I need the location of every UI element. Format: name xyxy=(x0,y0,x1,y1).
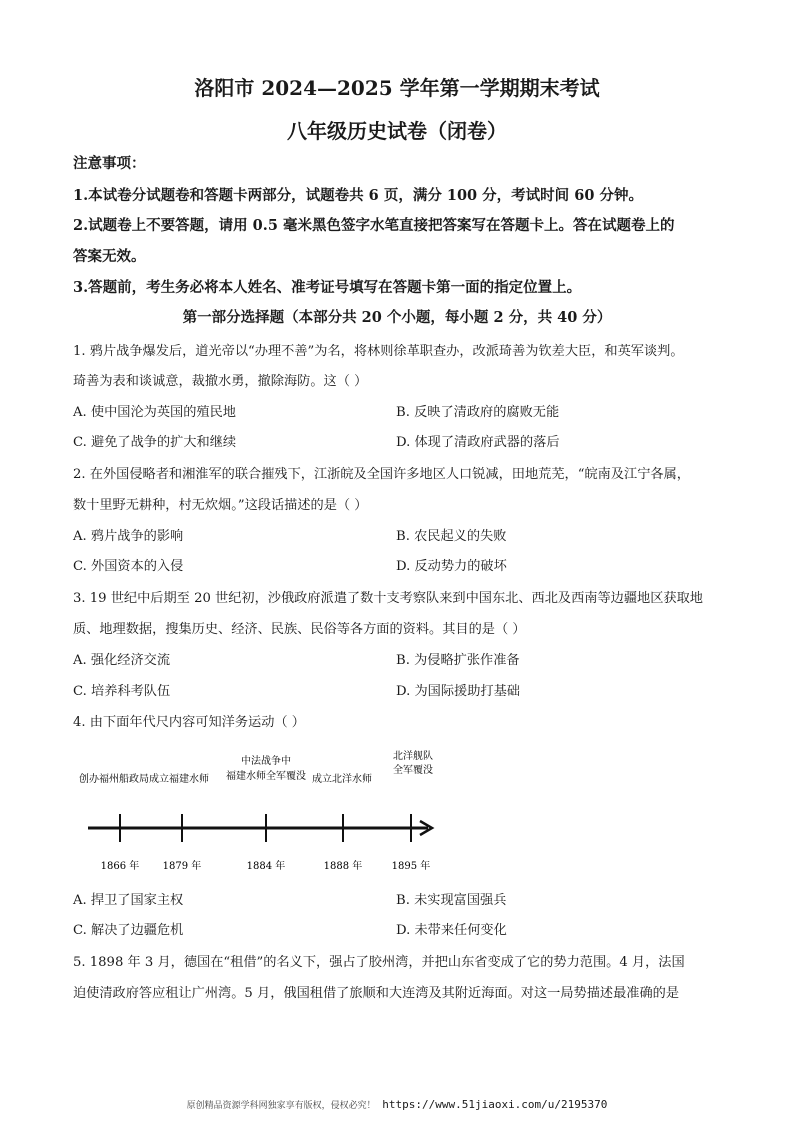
notice-item-2-cont: 答案无效。 xyxy=(73,248,146,265)
footer-link[interactable]: https://www.51jiaoxi.com/u/2195370 xyxy=(382,1098,608,1111)
timeline-label-1895-line2: 全军覆没 xyxy=(393,765,433,776)
timeline-year-1879: 1879 年 xyxy=(162,861,202,872)
question-4-option-a: A. 捍卫了国家主权 xyxy=(73,893,184,908)
question-3-option-a: A. 强化经济交流 xyxy=(73,653,171,668)
timeline-label-1884-line2: 福建水师全军覆没 xyxy=(226,771,306,782)
question-2-option-a: A. 鸦片战争的影响 xyxy=(73,529,184,544)
exam-subtitle: 八年级历史试卷（闭卷） xyxy=(287,119,507,143)
question-1-option-d: D. 体现了清政府武器的落后 xyxy=(396,435,560,450)
question-4-option-b: B. 未实现富国强兵 xyxy=(396,893,507,908)
question-2-stem: 2. 在外国侵略者和湘淮军的联合摧残下，江浙皖及全国许多地区人口锐减，田地荒芜，“皖南及江宁各属， xyxy=(73,467,690,482)
timeline-figure xyxy=(70,742,450,882)
question-1-stem-cont: 琦善为表和谈诚意，裁撤水勇，撤除海防。这（ ） xyxy=(73,374,368,389)
question-3-option-d: D. 为国际援助打基础 xyxy=(396,684,520,699)
question-3-stem: 3. 19 世纪中后期至 20 世纪初，沙俄政府派遣了数十支考察队来到中国东北、西北及西南等边疆地区获取地 xyxy=(73,591,703,606)
question-5-stem: 5. 1898 年 3 月，德国在“租借”的名义下，强占了胶州湾，并把山东省变成了它的势力范围。4 月，法国 xyxy=(73,955,685,970)
timeline-year-1884: 1884 年 xyxy=(246,861,286,872)
timeline-label-1866: 创办福州船政局 xyxy=(79,774,149,785)
notice-item-1: 1.本试卷分试题卷和答题卡两部分，试题卷共 6 页，满分 100 分，考试时间 60 分钟。 xyxy=(73,187,643,204)
question-4-option-c: C. 解决了边疆危机 xyxy=(73,923,184,938)
question-4-option-d: D. 未带来任何变化 xyxy=(396,923,507,938)
timeline-year-1866: 1866 年 xyxy=(100,861,140,872)
timeline-label-1888: 成立北洋水师 xyxy=(312,774,372,785)
question-2-stem-cont: 数十里野无耕种，村无炊烟。”这段话描述的是（ ） xyxy=(73,498,368,513)
timeline-label-1895-line1: 北洋舰队 xyxy=(393,751,433,762)
timeline-label-1884-line1: 中法战争中 xyxy=(241,756,291,767)
notice-item-3: 3.答题前，考生务必将本人姓名、准考证号填写在答题卡第一面的指定位置上。 xyxy=(73,279,582,296)
question-1-stem: 1. 鸦片战争爆发后，道光帝以“办理不善”为名，将林则徐革职查办，改派琦善为钦差大臣，和英军谈判。 xyxy=(73,344,684,359)
timeline-label-1879: 成立福建水师 xyxy=(149,774,209,785)
question-1-option-c: C. 避免了战争的扩大和继续 xyxy=(73,435,237,450)
question-2-option-b: B. 农民起义的失败 xyxy=(396,529,507,544)
question-3-stem-cont: 质、地理数据，搜集历史、经济、民族、民俗等各方面的资料。其目的是（ ） xyxy=(73,622,526,637)
notice-item-2: 2.试题卷上不要答题，请用 0.5 毫米黑色签字水笔直接把答案写在答题卡上。答在试题卷上的 xyxy=(73,217,675,234)
timeline-year-1888: 1888 年 xyxy=(323,861,363,872)
page-footer xyxy=(0,1098,794,1111)
exam-title: 洛阳市 2024—2025 学年第一学期期末考试 xyxy=(194,76,600,100)
question-5-stem-cont: 迫使清政府答应租让广州湾。5 月，俄国租借了旅顺和大连湾及其附近海面。对这一局势描述最准确的是 xyxy=(73,986,680,1001)
section-title: 第一部分选择题（本部分共 20 个小题，每小题 2 分，共 40 分） xyxy=(182,309,612,326)
notice-heading: 注意事项： xyxy=(73,155,146,172)
question-4-stem: 4. 由下面年代尺内容可知洋务运动（ ） xyxy=(73,715,305,730)
question-2-option-d: D. 反动势力的破坏 xyxy=(396,559,507,574)
timeline-year-1895: 1895 年 xyxy=(391,861,431,872)
footer-notice: 原创精品资源学科网独家享有版权，侵权必究！ xyxy=(186,1101,376,1111)
question-2-option-c: C. 外国资本的入侵 xyxy=(73,559,184,574)
question-1-option-a: A. 使中国沦为英国的殖民地 xyxy=(73,405,236,420)
question-1-option-b: B. 反映了清政府的腐败无能 xyxy=(396,405,560,420)
question-3-option-c: C. 培养科考队伍 xyxy=(73,684,171,699)
question-3-option-b: B. 为侵略扩张作准备 xyxy=(396,653,520,668)
